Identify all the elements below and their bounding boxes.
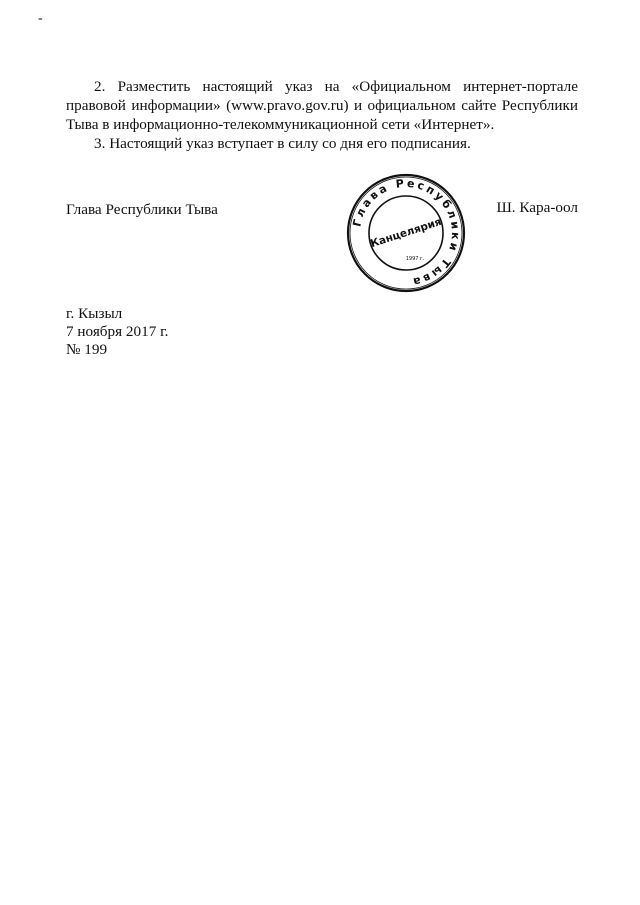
paragraph-3: 3. Настоящий указ вступает в силу со дня его подписания. bbox=[94, 135, 471, 152]
place-of-signing: г. Кызыл bbox=[66, 305, 123, 322]
decree-number: № 199 bbox=[66, 341, 108, 358]
document-body bbox=[66, 77, 578, 153]
paragraph-2: 2. Разместить настоящий указ на «Официальном интернет-портале правовой информации» (www.pravo.gov.ru) и официальном сайте Республики Тыва в информационно-телекоммуникационной сети «Интернет». bbox=[66, 78, 578, 133]
signing-date: 7 ноября 2017 г. bbox=[66, 323, 169, 340]
stamp-center-text: Канцелярия bbox=[369, 215, 443, 251]
signatory-name: Ш. Кара-оол bbox=[496, 199, 578, 216]
stamp-ring-text: Глава Республики Тыва bbox=[350, 176, 463, 289]
official-stamp bbox=[345, 172, 467, 294]
stamp-small-text: 1997 г. bbox=[405, 256, 425, 262]
signatory-position: Глава Республики Тыва bbox=[66, 201, 218, 218]
place-date-block bbox=[66, 305, 168, 359]
corner-mark: - bbox=[38, 11, 43, 26]
